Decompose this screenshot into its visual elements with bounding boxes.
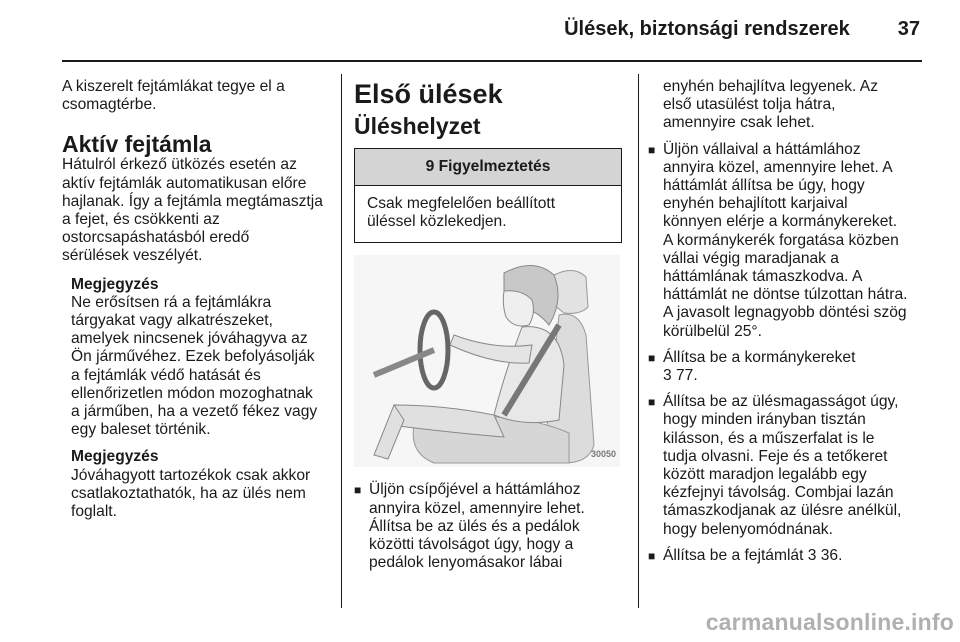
header-rule (62, 60, 922, 62)
active-headrest-body: Hátulról érkező ütközés esetén az aktív fejtámlák automatikusan előre hajlanak. Így a fejtámla megtámasztja a fejet, és csökkenti az ostorcsapáshatásból eredő sérülések veszélyét. (62, 156, 323, 265)
list-item: ■ Állítsa be a kormánykereket 3 77. (648, 349, 926, 385)
column-2 (354, 78, 626, 572)
note-label: Megjegyzés (71, 275, 159, 293)
continued-text: enyhén behajlítva legyenek. Az első utasülést tolja hátra, amennyire csak lehet. (663, 78, 878, 132)
column-divider-2 (638, 74, 639, 608)
page-number: 37 (897, 18, 920, 40)
warning-box (354, 148, 622, 243)
page-reference-link[interactable]: 3 77. (663, 367, 698, 385)
column-3 (648, 78, 926, 565)
list-item: ■ Állítsa be az ülésmagasságot úgy, hogy minden irányban tisztán kilásson, és a műszerfalat is le tudja olvasni. Feje és a tetőkeret között maradjon legalább egy kézfejnyi távolság. Combjai lazán támaszkodjanak az ülésre anélkül, hogy belenyomódnának. (648, 393, 926, 539)
warning-title: 9 Figyelmeztetés (355, 149, 621, 186)
header-title: Ülések, biztonsági rendszerek (564, 18, 850, 40)
page-header (564, 18, 920, 41)
warning-text: Csak megfelelően beállított üléssel közlekedjen. (367, 195, 556, 231)
seat-instructions-list (354, 481, 626, 572)
driver-seat-figure (354, 255, 620, 467)
column-1 (62, 78, 327, 521)
watermark: carmanualsonline.info (705, 609, 954, 635)
active-headrest-heading: Aktív fejtámla (62, 131, 212, 158)
list-item: ■ Állítsa be a fejtámlát 3 36. (648, 547, 926, 565)
list-item: ■ Üljön vállaival a háttámlához annyira közel, amennyire lehet. A háttámlát állítsa be úgy, hogy enyhén behajlított karjaival könnyen elérje a kormánykereket. A kormánykerék forgatása közben vállai végig maradjanak a háttámlának támaszkodva. A háttámlát ne döntse túlzottan hátra. A javasolt legnagyobb döntési szög körülbelül 25°. (648, 141, 926, 341)
column-divider-1 (341, 74, 342, 608)
subsection-title: Üléshelyzet (354, 113, 481, 139)
seat-instructions-list-cont (648, 141, 926, 565)
intro-paragraph: A kiszerelt fejtámlákat tegye el a csomagtérbe. (62, 78, 285, 114)
note-2 (71, 448, 327, 521)
section-title: Első ülések (354, 79, 503, 109)
note-label: Megjegyzés (71, 448, 159, 466)
figure-number: 30050 (590, 449, 616, 460)
note-1 (71, 276, 327, 440)
note-text: Ne erősítsen rá a fejtámlákra tárgyakat vagy alkatrészeket, amelyek nincsenek jóváhagyva az Ön járművéhez. Ezek befolyásolják a fejtámlák védő hatását és ellenőrizetlen módon mozoghatnak a járműben, ha a vezető fékez vagy egy baleset történik. (71, 293, 318, 439)
note-text: Jóváhagyott tartozékok csak akkor csatlakoztathatók, ha az ülés nem foglalt. (71, 466, 311, 521)
list-item: ■ Üljön csípőjével a háttámlához annyira közel, amennyire lehet. Állítsa be az ülés és a pedálok közötti távolságot úgy, hogy a pedálok lenyomásakor lábai (354, 481, 626, 572)
seating-position-illustration (354, 255, 620, 467)
